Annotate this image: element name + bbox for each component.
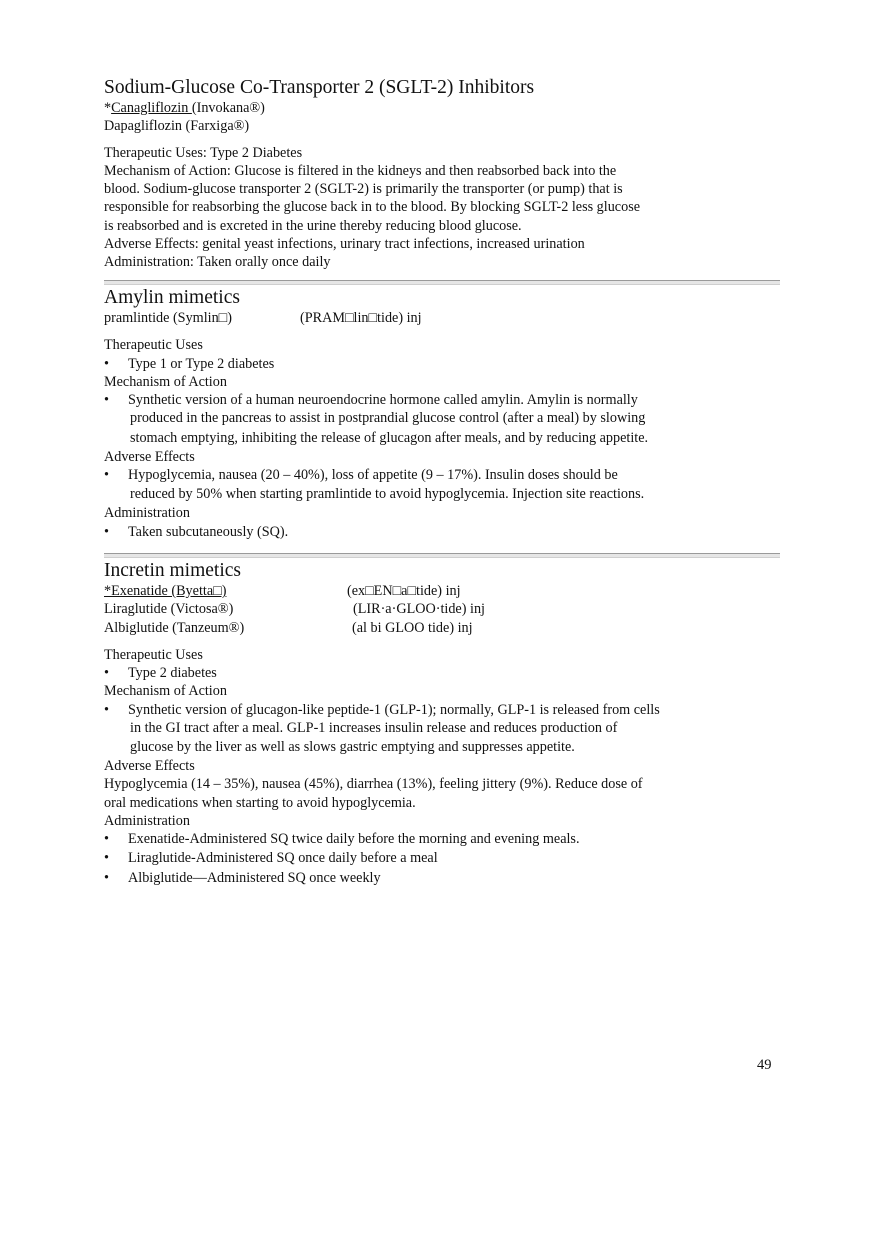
bullet-text: Albiglutide—Administered SQ once weekly <box>128 870 381 887</box>
drug-pronunciation: (al bi GLOO tide) inj <box>352 619 473 636</box>
incretin-adverse-label: Adverse Effects <box>104 758 195 775</box>
bullet-icon: • <box>104 849 109 866</box>
drug-exenatide <box>104 582 780 600</box>
bullet-text: Exenatide-Administered SQ twice daily before the morning and evening meals. <box>128 831 580 848</box>
sglt2-section <box>104 77 780 272</box>
bullet-text: Synthetic version of glucagon-like peptide-1 (GLP-1); normally, GLP-1 is released from cells <box>128 701 660 718</box>
incretin-heading: Incretin mimetics <box>104 560 241 581</box>
amylin-admin-label: Administration <box>104 505 190 522</box>
bullet-text: Hypoglycemia, nausea (20 – 40%), loss of appetite (9 – 17%). Insulin doses should be <box>128 467 618 484</box>
list-item <box>104 664 780 682</box>
bullet-icon: • <box>104 392 109 409</box>
amylin-adverse-label: Adverse Effects <box>104 448 195 465</box>
sglt2-moa-line: Mechanism of Action: Glucose is filtered in the kidneys and then reabsorbed back into the <box>104 162 617 179</box>
drug-dapagliflozin: Dapagliflozin (Farxiga®) <box>104 118 250 135</box>
incretin-section <box>104 560 780 888</box>
drug-albiglutide <box>104 619 780 637</box>
bullet-text: Synthetic version of a human neuroendocrine hormone called amylin. Amylin is normally <box>128 392 638 409</box>
drug-pronunciation: (LIR·a·GLOO·tide) inj <box>353 601 485 618</box>
list-item <box>104 830 780 848</box>
drug-pramlintide <box>104 309 780 327</box>
sglt2-admin: Administration: Taken orally once daily <box>104 254 331 271</box>
bullet-icon: • <box>104 523 109 540</box>
bullet-text: glucose by the liver as well as slows gastric emptying and suppresses appetite. <box>130 739 575 756</box>
sglt2-moa-line: blood. Sodium-glucose transporter 2 (SGLT-2) is primarily the transporter (or pump) that is <box>104 181 623 198</box>
section-divider <box>104 280 780 285</box>
bullet-text: reduced by 50% when starting pramlintide to avoid hypoglycemia. Injection site reactions. <box>130 486 645 503</box>
list-item <box>104 868 780 888</box>
bullet-text: in the GI tract after a meal. GLP-1 increases insulin release and reduces production of <box>130 720 618 737</box>
amylin-section <box>104 287 780 541</box>
drug-name: Liraglutide (Victosa®) <box>104 601 234 618</box>
drug-canagliflozin-brand: (Invokana®) <box>191 100 265 116</box>
drug-canagliflozin <box>104 99 780 117</box>
list-item <box>104 391 780 448</box>
section-divider <box>104 553 780 558</box>
bullet-text: produced in the pancreas to assist in postprandial glucose control (after a meal) by slowing <box>130 410 646 427</box>
sglt2-heading: Sodium-Glucose Co-Transporter 2 (SGLT-2) Inhibitors <box>104 77 535 98</box>
drug-star: * <box>104 100 112 116</box>
list-item <box>104 355 780 373</box>
bullet-icon: • <box>104 831 109 848</box>
bullet-text: Liraglutide-Administered SQ once daily before a meal <box>128 849 438 866</box>
bullet-icon: • <box>104 467 109 484</box>
incretin-uses-label: Therapeutic Uses <box>104 646 203 663</box>
incretin-moa-label: Mechanism of Action <box>104 683 227 700</box>
list-item <box>104 849 780 869</box>
bullet-icon: • <box>104 870 109 887</box>
list-item <box>104 523 780 541</box>
bullet-icon: • <box>104 665 109 682</box>
sglt2-moa-line: is reabsorbed and is excreted in the urine thereby reducing blood glucose. <box>104 217 522 234</box>
drug-canagliflozin-name: Canagliflozin <box>111 100 192 116</box>
drug-liraglutide <box>104 600 780 618</box>
amylin-uses-label: Therapeutic Uses <box>104 337 203 354</box>
drug-name: Albiglutide (Tanzeum®) <box>104 619 245 636</box>
incretin-admin-label: Administration <box>104 812 190 829</box>
page-number: 49 <box>757 1057 772 1073</box>
sglt2-adverse: Adverse Effects: genital yeast infections, urinary tract infections, increased urination <box>104 236 585 253</box>
bullet-text: Taken subcutaneously (SQ). <box>128 523 289 540</box>
drug-pronunciation: (PRAM□lin□tide) inj <box>300 310 422 326</box>
bullet-text: Type 2 diabetes <box>128 665 217 682</box>
amylin-moa-label: Mechanism of Action <box>104 373 227 390</box>
bullet-text: Type 1 or Type 2 diabetes <box>128 355 275 372</box>
list-item <box>104 466 780 504</box>
bullet-icon: • <box>104 355 109 372</box>
drug-name: pramlintide (Symlin□) <box>104 310 232 326</box>
incretin-adverse-line: Hypoglycemia (14 – 35%), nausea (45%), diarrhea (13%), feeling jittery (9%). Reduce dose of <box>104 776 643 793</box>
amylin-heading: Amylin mimetics <box>104 287 240 308</box>
drug-name: *Exenatide (Byetta□) <box>104 583 227 599</box>
bullet-text: stomach emptying, inhibiting the release of glucagon after meals, and by reducing appetite. <box>130 429 649 446</box>
drug-pronunciation: (ex□EN□a□tide) inj <box>347 583 461 599</box>
incretin-adverse-line: oral medications when starting to avoid hypoglycemia. <box>104 794 416 811</box>
sglt2-moa-line: responsible for reabsorbing the glucose back in to the blood. By blocking SGLT-2 less glucose <box>104 199 641 216</box>
bullet-icon: • <box>104 701 109 718</box>
sglt2-uses: Therapeutic Uses: Type 2 Diabetes <box>104 144 303 161</box>
list-item <box>104 701 780 757</box>
